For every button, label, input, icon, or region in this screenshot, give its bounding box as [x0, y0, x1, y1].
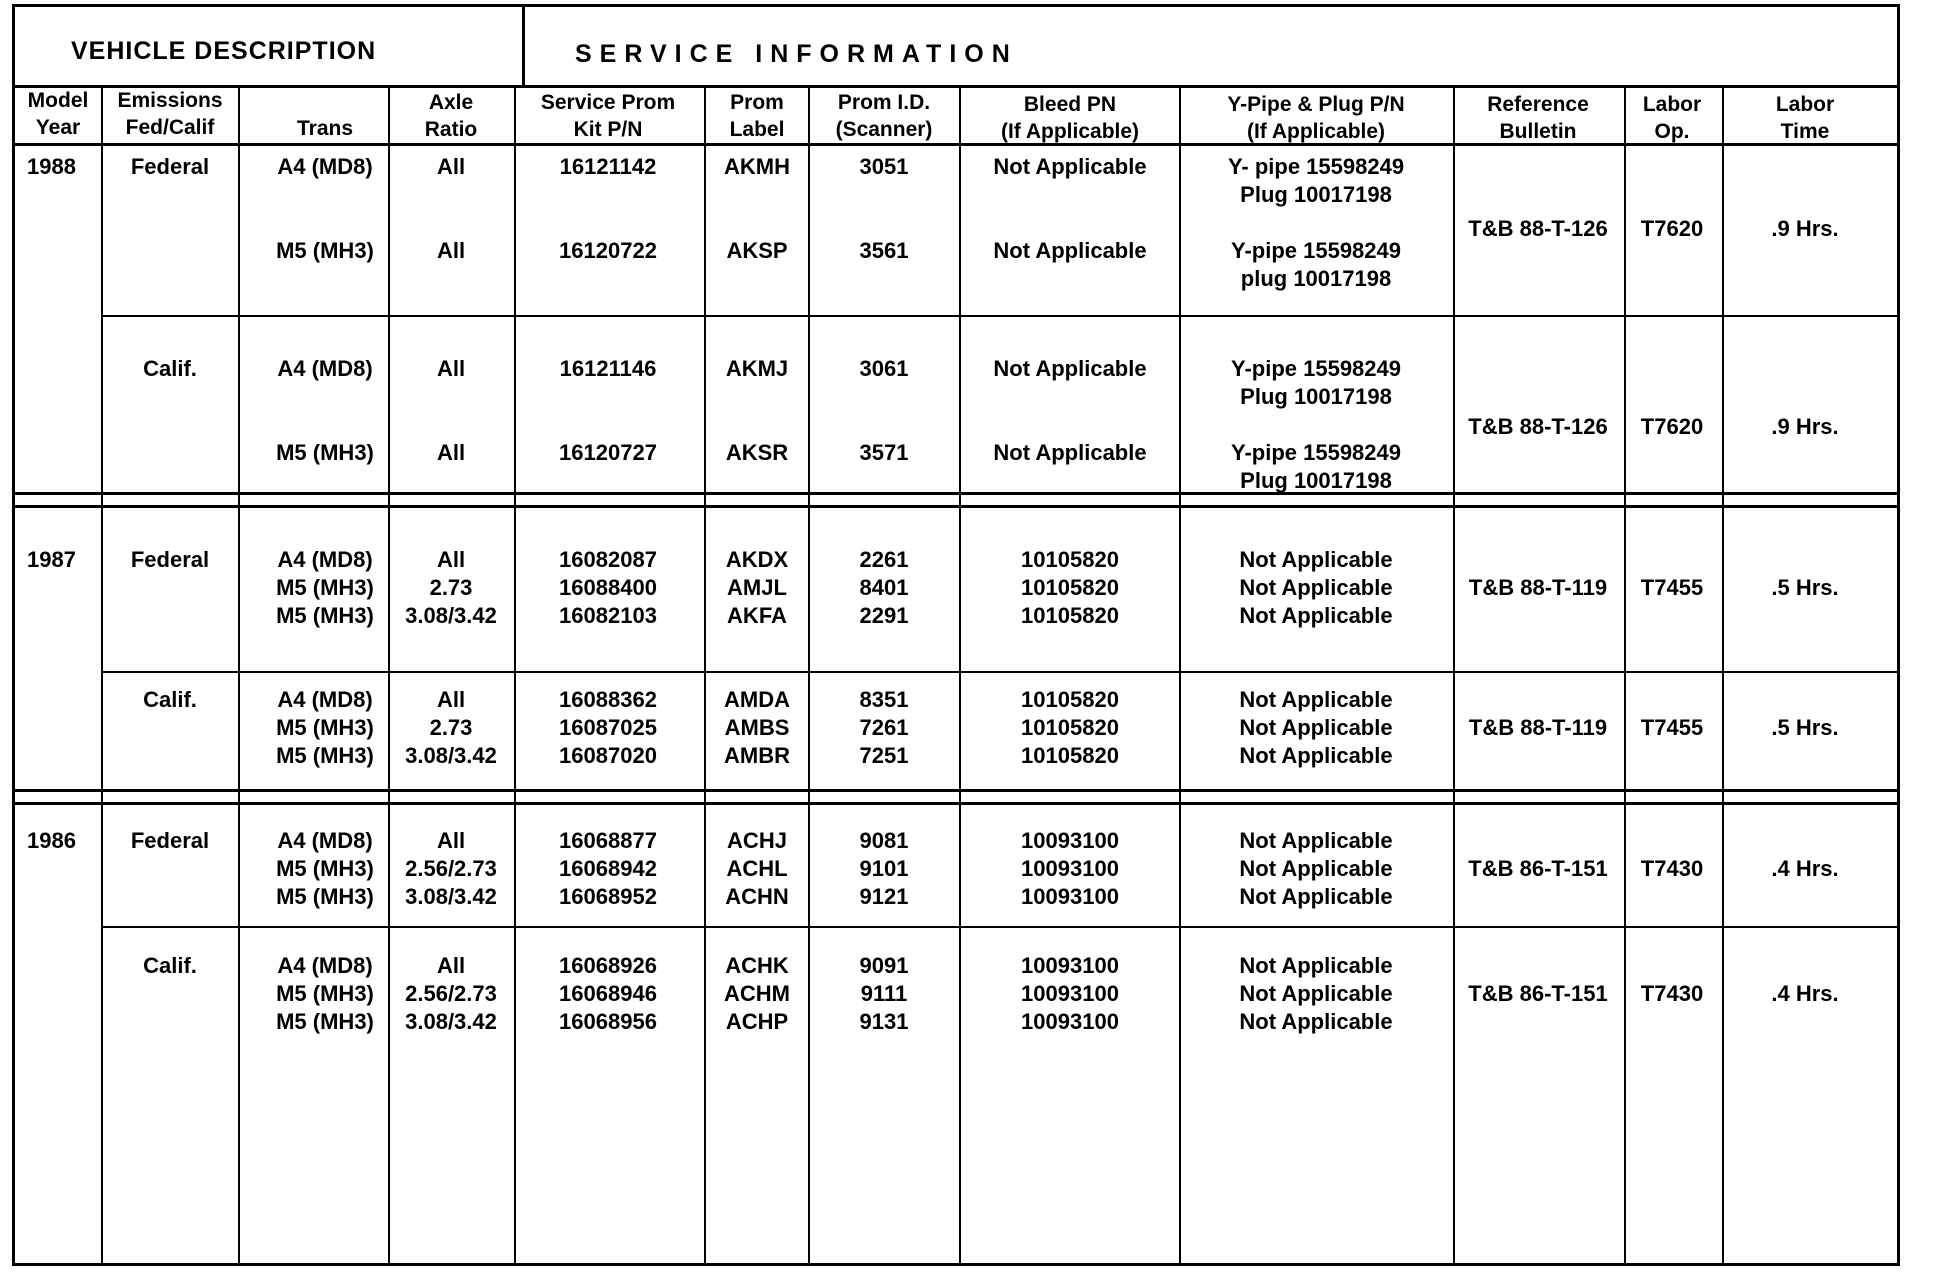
trans: A4 (MD8): [277, 356, 373, 381]
vehicle-description-heading: VEHICLE DESCRIPTION: [71, 37, 377, 65]
reference-bulletin: T&B 88-T-119: [1468, 715, 1608, 740]
labor-time: .5 Hrs.: [1771, 715, 1839, 740]
bleed-pn: 10105820 10105820 10105820: [1021, 547, 1119, 628]
emissions-1988-calif: Calif.: [143, 356, 197, 381]
ypipe-plug: Not Applicable Not Applicable Not Applicable: [1239, 828, 1393, 909]
labor-time: .9 Hrs.: [1771, 216, 1839, 241]
labor-op: T7455: [1640, 575, 1704, 600]
bleed-pn: 10093100 10093100 10093100: [1021, 953, 1119, 1034]
trans: A4 (MD8) M5 (MH3) M5 (MH3): [276, 953, 374, 1034]
reference-bulletin: T&B 88-T-126: [1468, 414, 1608, 439]
axle-ratio: All: [436, 356, 466, 381]
axle-ratio: All: [436, 238, 466, 263]
service-prom-kit: 16088362 16087025 16087020: [559, 687, 657, 768]
trans: A4 (MD8): [277, 154, 373, 179]
rule-1987-end-a: [15, 789, 1897, 792]
labor-op: T7620: [1640, 414, 1704, 439]
col-header-emissions: Emissions Fed/Calif: [117, 89, 223, 139]
axle-ratio: All 2.56/2.73 3.08/3.42: [405, 828, 497, 909]
col-header-ypipe: Y-Pipe & Plug P/N (If Applicable): [1227, 93, 1405, 143]
rule-1988-end-a: [15, 492, 1897, 495]
prom-id: 2261 8401 2291: [859, 547, 909, 628]
prom-label: ACHK ACHM ACHP: [724, 953, 790, 1034]
axle-ratio: All 2.73 3.08/3.42: [405, 687, 497, 768]
prom-label: AMDA AMBS AMBR: [724, 687, 790, 768]
reference-bulletin: T&B 86-T-151: [1468, 981, 1608, 1006]
vrule-8: [1179, 85, 1181, 1263]
prom-label: ACHJ ACHL ACHN: [725, 828, 789, 909]
reference-bulletin: T&B 88-T-119: [1468, 575, 1608, 600]
rule-header-bottom: [15, 85, 1897, 88]
labor-time: .4 Hrs.: [1771, 856, 1839, 881]
labor-op: T7430: [1640, 856, 1704, 881]
trans: A4 (MD8) M5 (MH3) M5 (MH3): [276, 828, 374, 909]
labor-time: .4 Hrs.: [1771, 981, 1839, 1006]
service-prom-kit: 16082087 16088400 16082103: [559, 547, 657, 628]
vrule-10: [1624, 85, 1626, 1263]
model-year-1986: 1986: [27, 828, 76, 853]
ypipe-plug: Not Applicable Not Applicable Not Applicable: [1239, 687, 1393, 768]
col-header-axle-ratio: Axle Ratio: [424, 91, 478, 141]
prom-id: 3061: [859, 356, 909, 381]
prom-label: AKDX AMJL AKFA: [725, 547, 789, 628]
vrule-1: [101, 85, 103, 1263]
prom-label: AKSR: [725, 440, 789, 465]
axle-ratio: All: [436, 154, 466, 179]
vrule-5: [704, 85, 706, 1263]
vrule-9: [1453, 85, 1455, 1263]
rule-1988-end-b: [15, 505, 1897, 508]
col-header-prom-id: Prom I.D. (Scanner): [835, 91, 933, 141]
col-header-service-prom: Service Prom Kit P/N: [540, 91, 676, 141]
prom-id: 3051: [859, 154, 909, 179]
axle-ratio: All 2.73 3.08/3.42: [405, 547, 497, 628]
service-prom-kit: 16120722: [559, 238, 657, 263]
trans: A4 (MD8) M5 (MH3) M5 (MH3): [276, 687, 374, 768]
trans: A4 (MD8) M5 (MH3) M5 (MH3): [276, 547, 374, 628]
service-info-table: [12, 4, 1900, 1266]
ypipe-plug: Y-pipe 15598249 Plug 10017198: [1230, 440, 1402, 493]
ypipe-plug: Not Applicable Not Applicable Not Applicable: [1239, 953, 1393, 1034]
prom-id: 8351 7261 7251: [859, 687, 909, 768]
model-year-1987: 1987: [27, 547, 76, 572]
prom-id: 9091 9111 9131: [859, 953, 909, 1034]
vrule-4: [514, 85, 516, 1263]
rule-1988-mid: [101, 315, 1897, 317]
col-header-labor-op: Labor Op.: [1642, 93, 1702, 143]
axle-ratio: All 2.56/2.73 3.08/3.42: [405, 953, 497, 1034]
col-header-model-year: Model Year: [27, 89, 89, 139]
emissions-1987-calif: Calif.: [143, 687, 197, 712]
ypipe-plug: Y-pipe 15598249 plug 10017198: [1230, 238, 1402, 291]
vrule-11: [1722, 85, 1724, 1263]
prom-id: 3571: [859, 440, 909, 465]
vrule-3: [388, 85, 390, 1263]
col-header-bleed-pn: Bleed PN (If Applicable): [1000, 93, 1140, 143]
rule-1987-mid: [101, 671, 1897, 673]
prom-label: AKMH: [724, 154, 790, 179]
emissions-1986-federal: Federal: [130, 828, 210, 853]
service-information-heading: SERVICE INFORMATION: [575, 40, 1018, 68]
service-prom-kit: 16121142: [559, 154, 657, 179]
ypipe-plug: Y- pipe 15598249 Plug 10017198: [1227, 154, 1405, 207]
labor-op: T7430: [1640, 981, 1704, 1006]
service-prom-kit: 16121146: [559, 356, 657, 381]
vrule-service-section: [522, 7, 525, 87]
bleed-pn: 10105820 10105820 10105820: [1021, 687, 1119, 768]
bleed-pn: Not Applicable: [993, 356, 1147, 381]
col-header-trans: Trans: [296, 117, 354, 140]
vrule-7: [959, 85, 961, 1263]
labor-time: .9 Hrs.: [1771, 414, 1839, 439]
prom-id: 3561: [859, 238, 909, 263]
labor-op: T7620: [1640, 216, 1704, 241]
bleed-pn: Not Applicable: [993, 154, 1147, 179]
bleed-pn: 10093100 10093100 10093100: [1021, 828, 1119, 909]
trans: M5 (MH3): [276, 440, 374, 465]
prom-label: AKSP: [726, 238, 788, 263]
vrule-6: [808, 85, 810, 1263]
service-prom-kit: 16068877 16068942 16068952: [559, 828, 657, 909]
axle-ratio: All: [436, 440, 466, 465]
labor-time: .5 Hrs.: [1771, 575, 1839, 600]
rule-1987-end-b: [15, 802, 1897, 805]
vrule-2: [238, 85, 240, 1263]
trans: M5 (MH3): [276, 238, 374, 263]
reference-bulletin: T&B 86-T-151: [1468, 856, 1608, 881]
col-header-prom-label: Prom Label: [729, 91, 785, 141]
prom-id: 9081 9101 9121: [859, 828, 909, 909]
labor-op: T7455: [1640, 715, 1704, 740]
col-header-labor-time: Labor Time: [1775, 93, 1835, 143]
ypipe-plug: Y-pipe 15598249 Plug 10017198: [1230, 356, 1402, 409]
emissions-1986-calif: Calif.: [143, 953, 197, 978]
ypipe-plug: Not Applicable Not Applicable Not Applicable: [1239, 547, 1393, 628]
prom-label: AKMJ: [725, 356, 789, 381]
model-year-1988: 1988: [27, 154, 76, 179]
reference-bulletin: T&B 88-T-126: [1468, 216, 1608, 241]
emissions-1987-federal: Federal: [130, 547, 210, 572]
rule-1986-mid: [101, 926, 1897, 928]
service-prom-kit: 16120727: [559, 440, 657, 465]
bleed-pn: Not Applicable: [993, 238, 1147, 263]
col-header-reference: Reference Bulletin: [1487, 93, 1589, 143]
emissions-1988-federal: Federal: [130, 154, 210, 179]
rule-columns-bottom: [15, 143, 1897, 146]
bleed-pn: Not Applicable: [993, 440, 1147, 465]
service-prom-kit: 16068926 16068946 16068956: [559, 953, 657, 1034]
